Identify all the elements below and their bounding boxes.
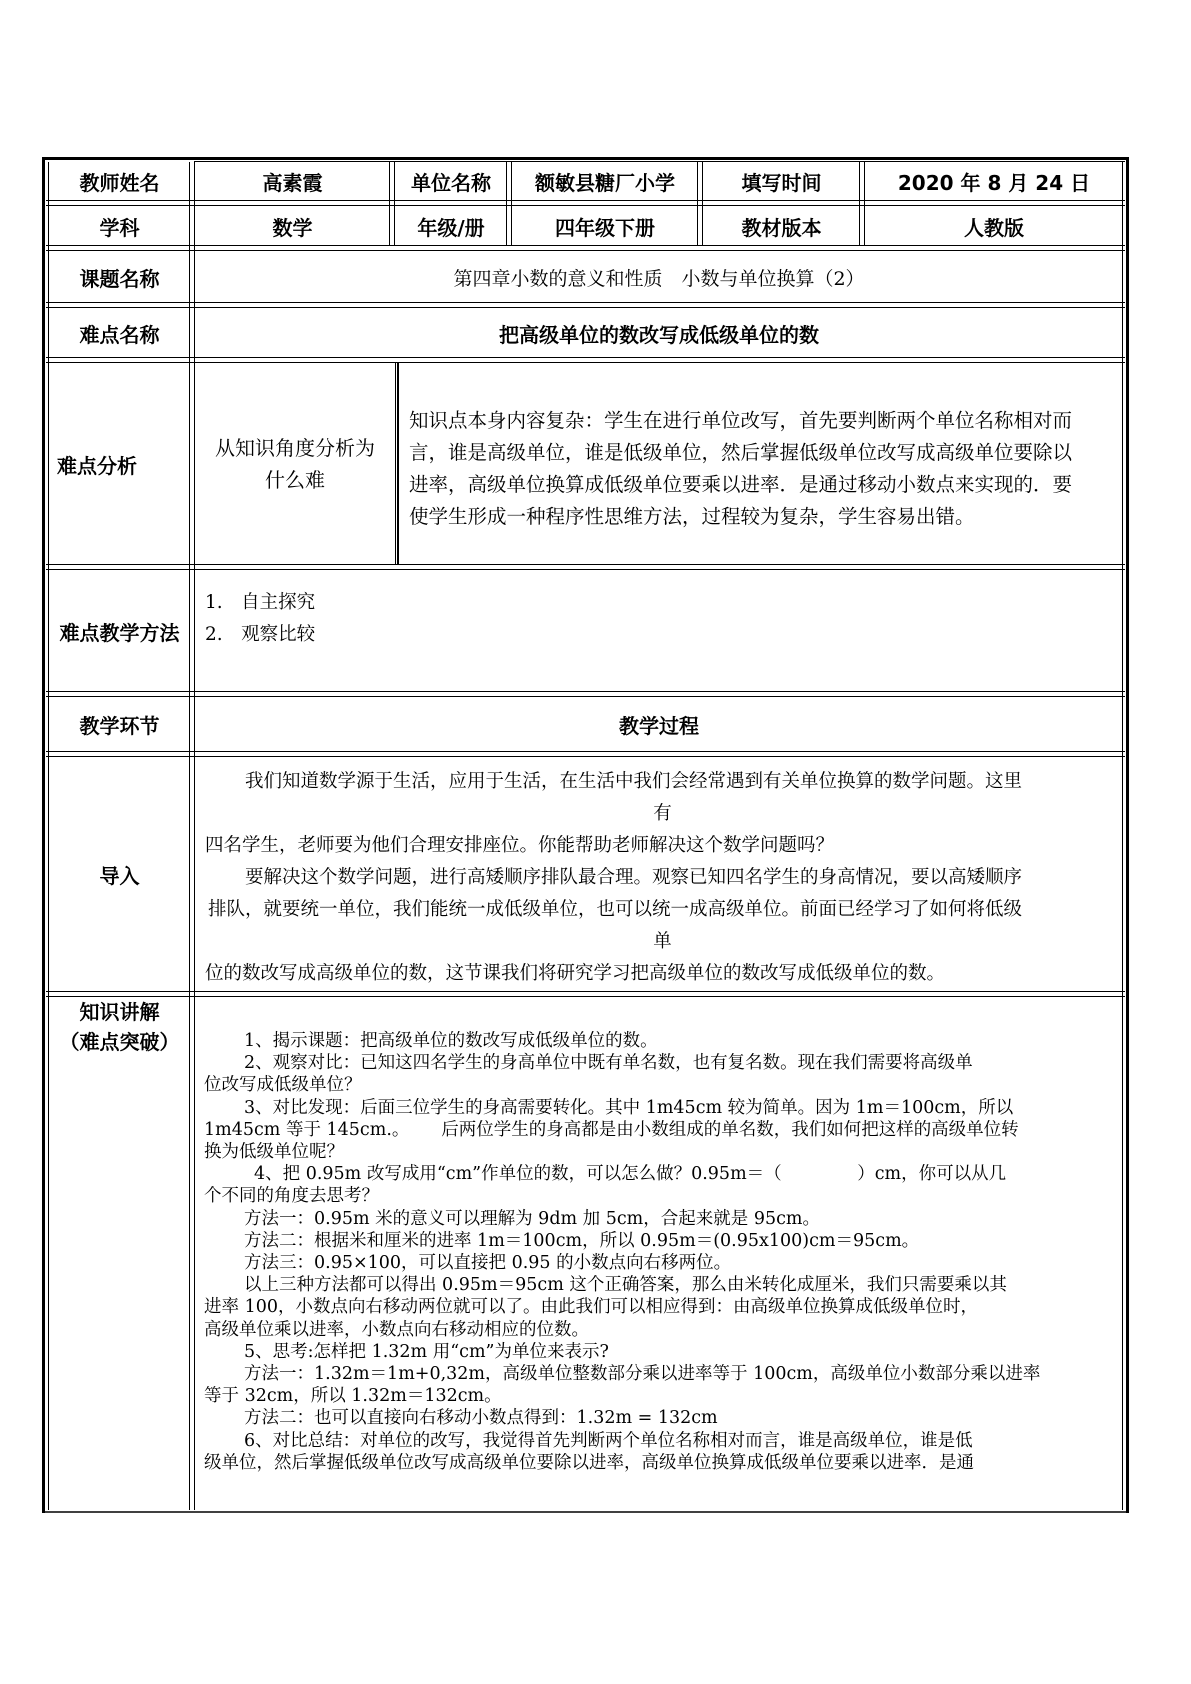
knowledge-line: 6、对比总结：对单位的改写，我觉得首先判断两个单位名称相对而言，谁是高级单位，谁是低 (244, 1430, 973, 1451)
knowledge-line: 方法二：根据米和厘米的进率 1m＝100cm，所以 0.95m＝(0.95x100)cm＝95cm。 (244, 1230, 920, 1251)
intro-line: 位的数改写成高级单位的数，这节课我们将研究学习把高级单位的数改写成低级单位的数。 (205, 963, 946, 984)
knowledge-line: 方法一：1.32m＝1m+0,32m，高级单位整数部分乘以进率等于 100cm，高级单位小数部分乘以进率 (244, 1364, 1041, 1385)
intro-label: 导入 (99, 864, 140, 888)
date-value: 2020 年 8 月 24 日 (897, 171, 1091, 195)
date-label: 填写时间 (741, 171, 822, 195)
analysis-label: 难点分析 (57, 453, 137, 478)
grade-value: 四年级下册 (555, 215, 655, 240)
grade-label: 年级/册 (417, 215, 485, 240)
knowledge-line: 高级单位乘以进率，小数点向右移动相应的位数。 (204, 1319, 589, 1340)
topic-value: 第四章小数的意义和性质 小数与单位换算（2） (453, 267, 865, 290)
analysis-sub-label (195, 363, 395, 565)
teacher-value: 高素霞 (262, 171, 323, 195)
teacher-label: 教师姓名 (79, 171, 160, 195)
method-item: 2. 观察比较 (205, 624, 316, 645)
unit-value: 额敏县糖厂小学 (535, 171, 675, 195)
topic-label: 课题名称 (79, 266, 160, 291)
subject-label: 学科 (99, 215, 140, 240)
knowledge-line: 换为低级单位呢？ (204, 1142, 344, 1163)
knowledge-line: 方法三：0.95×100，可以直接把 0.95 的小数点向右移两位。 (244, 1253, 732, 1274)
knowledge-label-line2: （难点突破） (59, 1030, 180, 1054)
knowledge-line: 位改写成低级单位？ (204, 1075, 362, 1096)
knowledge-line: 3、对比发现：后面三位学生的身高需要转化。其中 1m45cm 较为简单。因为 1m＝100cm，所以 (244, 1097, 1014, 1118)
knowledge-line: 4、把 0.95m 改写成用“cm”作单位的数，可以怎么做？0.95m＝（ ）cm，你可以从几 (254, 1164, 1007, 1185)
knowledge-line: 1、揭示课题：把高级单位的数改写成低级单位的数。 (244, 1031, 658, 1051)
method-item: 1. 自主探究 (205, 592, 316, 613)
knowledge-line: 等于 32cm，所以 1.32m＝132cm。 (204, 1386, 502, 1407)
difficulty-value: 把高级单位的数改写成低级单位的数 (499, 322, 819, 347)
knowledge-line: 2、观察对比：已知这四名学生的身高单位中既有单名数，也有复名数。现在我们需要将高级单 (244, 1053, 973, 1074)
intro-line: 我们知道数学源于生活，应用于生活，在生活中我们会经常遇到有关单位换算的数学问题。这里 (245, 771, 1023, 792)
unit-label: 单位名称 (411, 171, 491, 195)
knowledge-line: 方法一：0.95m 米的意义可以理解为 9dm 加 5cm，合起来就是 95cm。 (244, 1208, 820, 1229)
subject-value: 数学 (272, 215, 313, 240)
difficulty-label: 难点名称 (79, 322, 160, 347)
knowledge-line: 1m45cm 等于 145cm.。 后两位学生的身高都是由小数组成的单名数，我们如何把这样的高级单位转 (204, 1119, 1019, 1140)
knowledge-line: 级单位，然后掌握低级单位改写成高级单位要除以进率，高级单位换算成低级单位要乘以进率．是通 (204, 1452, 974, 1473)
knowledge-label-line1: 知识讲解 (79, 1000, 160, 1024)
analysis-text (409, 405, 1121, 535)
methods-list (205, 587, 805, 657)
intro-line: 排队，就要统一单位，我们能统一成低级单位，也可以统一成高级单位。前面已经学习了如何将低级 (208, 899, 1023, 920)
process-value: 教学过程 (619, 714, 699, 738)
analysis-line: 使学生形成一种程序性思维方法，过程较为复杂，学生容易出错。 (409, 505, 975, 528)
methods-label: 难点教学方法 (59, 620, 180, 645)
edition-value: 人教版 (964, 215, 1024, 240)
process-label: 教学环节 (79, 714, 160, 738)
intro-line: 单 (653, 931, 672, 952)
knowledge-line: 5、思考:怎样把 1.32m 用“cm”为单位来表示? (244, 1341, 609, 1362)
knowledge-text (204, 1030, 1121, 1510)
analysis-sub-label-line2: 什么难 (265, 468, 325, 492)
edition-label: 教材版本 (741, 215, 822, 240)
intro-line: 四名学生，老师要为他们合理安排座位。你能帮助老师解决这个数学问题吗？ (205, 835, 835, 856)
intro-text (205, 766, 1120, 986)
analysis-sub-label-line1: 从知识角度分析为 (215, 436, 375, 460)
intro-line: 有 (653, 803, 672, 824)
knowledge-line: 个不同的角度去思考？ (204, 1186, 379, 1207)
knowledge-label (49, 997, 190, 1067)
knowledge-line: 进率 100，小数点向右移动两位就可以了。由此我们可以相应得到：由高级单位换算成低级单位时， (204, 1297, 978, 1318)
knowledge-line: 方法二：也可以直接向右移动小数点得到：1.32m = 132cm (244, 1408, 718, 1429)
analysis-line: 进率，高级单位换算成低级单位要乘以进率．是通过移动小数点来实现的．要 (409, 473, 1073, 496)
analysis-line: 知识点本身内容复杂：学生在进行单位改写，首先要判断两个单位名称相对而 (409, 409, 1073, 432)
analysis-line: 言，谁是高级单位，谁是低级单位，然后掌握低级单位改写成高级单位要除以 (409, 441, 1073, 464)
knowledge-line: 以上三种方法都可以得出 0.95m＝95cm 这个正确答案，那么由米转化成厘米，我们只需要乘以其 (244, 1275, 1007, 1296)
intro-line: 要解决这个数学问题，进行高矮顺序排队最合理。观察已知四名学生的身高情况，要以高矮顺序 (245, 867, 1023, 888)
